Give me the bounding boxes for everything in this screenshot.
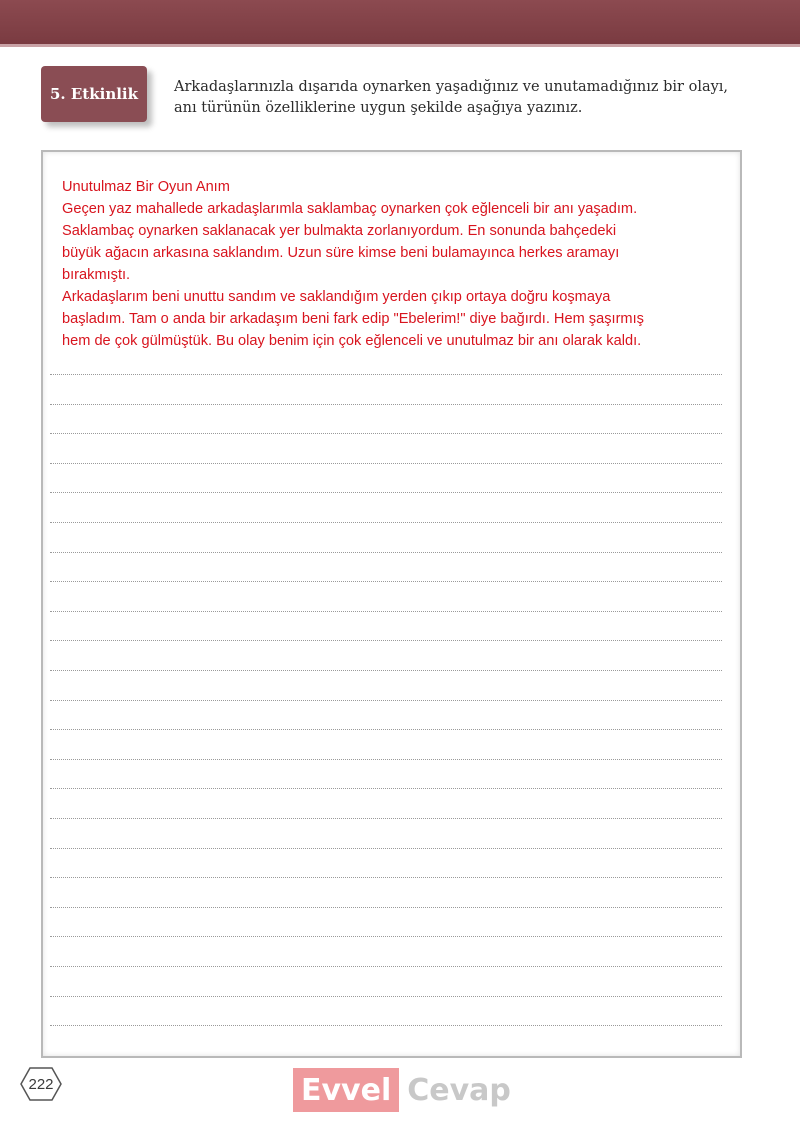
- activity-badge: 5. Etkinlik: [41, 66, 147, 122]
- answer-line: büyük ağacın arkasına saklandım. Uzun süre kimse beni bulamayınca herkes aramayı: [62, 245, 620, 261]
- dotted-line: [50, 433, 722, 434]
- activity-instruction: [174, 77, 754, 119]
- dotted-line: [50, 966, 722, 967]
- dotted-line: [50, 640, 722, 641]
- dotted-line: [50, 1025, 722, 1026]
- dotted-line: [50, 936, 722, 937]
- dotted-line: [50, 552, 722, 553]
- dotted-line: [50, 877, 722, 878]
- dotted-line: [50, 788, 722, 789]
- answer-title: Unutulmaz Bir Oyun Anım: [62, 179, 230, 195]
- answer-line: bırakmıştı.: [62, 267, 131, 283]
- dotted-line: [50, 374, 722, 375]
- dotted-line: [50, 700, 722, 701]
- dotted-line: [50, 492, 722, 493]
- answer-line: Saklambaç oynarken saklanacak yer bulmakta zorlanıyordum. En sonunda bahçedeki: [62, 223, 617, 239]
- dotted-line: [50, 670, 722, 671]
- answer-line: başladım. Tam o anda bir arkadaşım beni fark edip "Ebelerim!" diye bağırdı. Hem şaşırmış: [62, 311, 644, 327]
- watermark-text: Cevap: [407, 1072, 511, 1108]
- dotted-line: [50, 581, 722, 582]
- page-number: [20, 1066, 62, 1102]
- watermark-box: Evvel: [293, 1068, 399, 1112]
- dotted-line: [50, 611, 722, 612]
- header-divider: [0, 44, 800, 47]
- writing-area[interactable]: [41, 150, 742, 1058]
- dotted-line: [50, 404, 722, 405]
- dotted-line: [50, 848, 722, 849]
- dotted-line: [50, 996, 722, 997]
- handwritten-answer: [62, 176, 752, 352]
- watermark-logo: [293, 1068, 511, 1112]
- answer-line: Arkadaşlarım beni unuttu sandım ve saklandığım yerden çıkıp ortaya doğru koşmaya: [62, 289, 611, 305]
- dotted-line: [50, 907, 722, 908]
- dotted-line: [50, 818, 722, 819]
- answer-line: hem de çok gülmüştük. Bu olay benim için çok eğlenceli ve unutulmaz bir anı olarak kaldı.: [62, 333, 642, 349]
- instruction-line: Arkadaşlarınızla dışarıda oynarken yaşadığınız ve unutamadığınız bir olayı,: [174, 79, 729, 95]
- dotted-line: [50, 729, 722, 730]
- answer-line: Geçen yaz mahallede arkadaşlarımla saklambaç oynarken çok eğlenceli bir anı yaşadım.: [62, 201, 638, 217]
- page-number-label: 222: [28, 1075, 54, 1093]
- dotted-line: [50, 463, 722, 464]
- header-band: [0, 0, 800, 44]
- instruction-line: anı türünün özelliklerine uygun şekilde aşağıya yazınız.: [174, 100, 583, 116]
- dotted-line: [50, 522, 722, 523]
- dotted-line: [50, 759, 722, 760]
